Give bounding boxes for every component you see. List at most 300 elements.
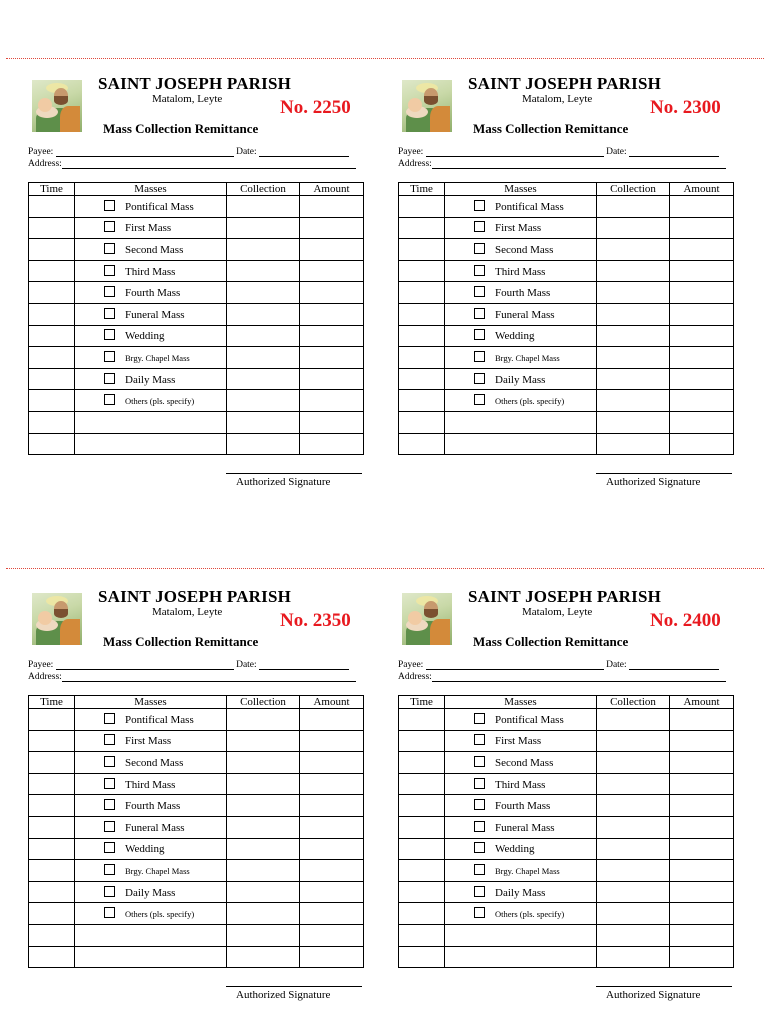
amount-cell[interactable] [300,924,364,946]
time-cell[interactable] [29,260,75,282]
time-cell[interactable] [29,816,75,838]
amount-cell[interactable] [300,795,364,817]
mass-cell [445,282,597,304]
collection-cell[interactable] [227,903,300,925]
collection-cell[interactable] [227,347,300,369]
cut-line-top [6,58,764,59]
time-cell[interactable] [399,411,445,433]
amount-cell[interactable] [670,260,734,282]
checkbox[interactable] [474,286,485,297]
mass-label: Others (pls. specify) [495,909,565,920]
time-cell[interactable] [399,325,445,347]
time-cell[interactable] [29,390,75,412]
amount-cell[interactable] [670,303,734,325]
collection-cell[interactable] [227,239,300,261]
mass-cell [445,347,597,369]
form-number: No. 2300 [650,97,721,118]
collection-cell[interactable] [597,838,670,860]
saint-joseph-image [32,80,82,132]
table-row [29,325,364,347]
date-field[interactable] [629,660,719,670]
time-cell[interactable] [29,730,75,752]
mass-cell [445,881,597,903]
form-title: Mass Collection Remittance [103,121,259,136]
checkbox[interactable] [104,886,115,897]
mass-label: Pontifical Mass [495,713,564,726]
amount-cell[interactable] [670,411,734,433]
time-cell[interactable] [399,838,445,860]
mass-label: Third Mass [125,265,176,278]
table-row [399,325,734,347]
time-cell[interactable] [399,860,445,882]
checkbox[interactable] [474,394,485,405]
time-cell[interactable] [29,282,75,304]
time-cell[interactable] [399,368,445,390]
table-header [29,696,364,709]
col-time: Time [29,183,75,196]
table-row [399,239,734,261]
address-field[interactable] [432,672,726,682]
checkbox[interactable] [474,265,485,276]
table-row [29,217,364,239]
amount-cell[interactable] [300,347,364,369]
mass-cell [75,860,227,882]
time-cell[interactable] [29,838,75,860]
address-line [398,159,726,169]
collection-cell[interactable] [227,752,300,774]
remittance-form [398,62,734,502]
checkbox[interactable] [474,756,485,767]
table-row [399,752,734,774]
col-time: Time [399,696,445,709]
table-row [399,816,734,838]
time-cell[interactable] [29,368,75,390]
time-cell[interactable] [29,795,75,817]
signature-label: Authorized Signature [606,989,701,1001]
table-row [29,303,364,325]
mass-label: Daily Mass [495,886,546,899]
checkbox[interactable] [474,243,485,254]
collection-cell[interactable] [227,217,300,239]
amount-cell[interactable] [670,773,734,795]
mass-cell[interactable] [445,924,597,946]
amount-cell[interactable] [670,860,734,882]
table-row [399,795,734,817]
collection-cell[interactable] [227,196,300,218]
time-cell[interactable] [399,282,445,304]
mass-label: First Mass [495,222,542,235]
collection-cell[interactable] [597,924,670,946]
time-cell[interactable] [399,730,445,752]
mass-label: Funeral Mass [495,821,555,834]
parish-name: SAINT JOSEPH PARISH [468,74,662,93]
mass-cell[interactable] [445,946,597,968]
amount-cell[interactable] [670,196,734,218]
collection-cell[interactable] [597,752,670,774]
checkbox[interactable] [474,864,485,875]
collection-cell[interactable] [227,709,300,731]
amount-cell[interactable] [670,282,734,304]
time-cell[interactable] [29,325,75,347]
payee-field[interactable] [56,660,234,670]
mass-cell [75,709,227,731]
time-cell[interactable] [399,390,445,412]
address-field[interactable] [432,159,726,169]
table-row [29,881,364,903]
table-header [399,183,734,196]
form-number: No. 2250 [280,97,351,118]
mass-cell[interactable] [75,411,227,433]
time-cell[interactable] [399,347,445,369]
col-time: Time [399,183,445,196]
amount-cell[interactable] [300,282,364,304]
mass-label: Pontifical Mass [495,200,564,213]
table-row [399,390,734,412]
table-row [399,946,734,968]
amount-cell[interactable] [300,903,364,925]
remittance-form [28,62,364,502]
collection-cell[interactable] [597,368,670,390]
collection-cell[interactable] [227,730,300,752]
table-row [399,773,734,795]
amount-cell[interactable] [670,709,734,731]
collection-cell[interactable] [597,795,670,817]
collection-cell[interactable] [227,946,300,968]
mass-cell [75,730,227,752]
mass-label: Others (pls. specify) [495,396,565,407]
payee-label: Payee: [398,660,424,670]
checkbox[interactable] [104,778,115,789]
amount-cell[interactable] [300,260,364,282]
checkbox[interactable] [474,713,485,724]
table-header [399,696,734,709]
mass-cell[interactable] [445,433,597,455]
checkbox[interactable] [104,907,115,918]
amount-cell[interactable] [670,325,734,347]
payee-line [28,660,349,670]
checkbox[interactable] [474,821,485,832]
checkbox[interactable] [474,886,485,897]
checkbox[interactable] [474,329,485,340]
mass-cell [445,390,597,412]
time-cell[interactable] [29,347,75,369]
amount-cell[interactable] [670,347,734,369]
col-amount: Amount [300,696,364,709]
collection-cell[interactable] [227,411,300,433]
time-cell[interactable] [29,239,75,261]
amount-cell[interactable] [670,903,734,925]
form-title: Mass Collection Remittance [103,634,259,649]
amount-cell[interactable] [300,709,364,731]
amount-cell[interactable] [670,390,734,412]
time-cell[interactable] [399,795,445,817]
mass-label: Daily Mass [125,373,176,386]
checkbox[interactable] [474,200,485,211]
table-row [29,773,364,795]
mass-table [28,182,364,455]
collection-cell[interactable] [597,946,670,968]
amount-cell[interactable] [300,239,364,261]
amount-cell[interactable] [300,881,364,903]
time-cell[interactable] [399,903,445,925]
col-collection: Collection [597,696,670,709]
time-cell[interactable] [29,881,75,903]
mass-label: Funeral Mass [495,308,555,321]
date-field[interactable] [259,147,349,157]
signature-line[interactable] [596,986,732,987]
collection-cell[interactable] [597,730,670,752]
collection-cell[interactable] [227,433,300,455]
table-row [399,838,734,860]
checkbox[interactable] [104,200,115,211]
mass-cell[interactable] [75,924,227,946]
collection-cell[interactable] [227,282,300,304]
collection-cell[interactable] [597,433,670,455]
mass-label: Second Mass [495,756,554,769]
table-row [29,838,364,860]
collection-cell[interactable] [597,239,670,261]
checkbox[interactable] [104,394,115,405]
date-field[interactable] [259,660,349,670]
time-cell[interactable] [399,217,445,239]
checkbox[interactable] [104,734,115,745]
mass-cell [75,795,227,817]
time-cell[interactable] [29,303,75,325]
time-cell[interactable] [399,816,445,838]
collection-cell[interactable] [597,325,670,347]
amount-cell[interactable] [300,390,364,412]
checkbox[interactable] [104,286,115,297]
collection-cell[interactable] [227,325,300,347]
collection-cell[interactable] [597,881,670,903]
time-cell[interactable] [29,946,75,968]
parish-location: Matalom, Leyte [152,606,223,618]
collection-cell[interactable] [227,881,300,903]
payee-line [28,147,349,157]
checkbox[interactable] [104,864,115,875]
mass-label: Third Mass [495,778,546,791]
payee-field[interactable] [426,660,604,670]
amount-cell[interactable] [300,217,364,239]
mass-cell [75,368,227,390]
amount-cell[interactable] [300,860,364,882]
amount-cell[interactable] [670,368,734,390]
time-cell[interactable] [29,752,75,774]
date-field[interactable] [629,147,719,157]
time-cell[interactable] [399,752,445,774]
mass-cell [75,217,227,239]
time-cell[interactable] [29,217,75,239]
mass-label: Third Mass [125,778,176,791]
mass-label: Funeral Mass [125,308,185,321]
col-masses: Masses [445,183,597,196]
address-field[interactable] [62,159,356,169]
amount-cell[interactable] [670,946,734,968]
col-amount: Amount [670,183,734,196]
amount-cell[interactable] [300,368,364,390]
checkbox[interactable] [104,713,115,724]
checkbox[interactable] [104,373,115,384]
checkbox[interactable] [104,821,115,832]
amount-cell[interactable] [670,795,734,817]
payee-field[interactable] [426,147,604,157]
signature-line[interactable] [226,473,362,474]
amount-cell[interactable] [670,816,734,838]
checkbox[interactable] [474,308,485,319]
checkbox[interactable] [474,373,485,384]
mass-cell[interactable] [445,411,597,433]
mass-cell [445,903,597,925]
time-cell[interactable] [399,239,445,261]
collection-cell[interactable] [227,816,300,838]
collection-cell[interactable] [597,347,670,369]
mass-label: Daily Mass [495,373,546,386]
time-cell[interactable] [29,433,75,455]
collection-cell[interactable] [597,196,670,218]
collection-cell[interactable] [227,773,300,795]
table-row [29,709,364,731]
time-cell[interactable] [399,433,445,455]
checkbox[interactable] [104,243,115,254]
mass-cell[interactable] [75,946,227,968]
checkbox[interactable] [104,756,115,767]
time-cell[interactable] [29,196,75,218]
amount-cell[interactable] [670,433,734,455]
amount-cell[interactable] [300,433,364,455]
amount-cell[interactable] [300,196,364,218]
mass-cell [445,325,597,347]
amount-cell[interactable] [300,325,364,347]
mass-label: Fourth Mass [125,287,181,300]
time-cell[interactable] [29,709,75,731]
remittance-form [398,575,734,1015]
amount-cell[interactable] [670,924,734,946]
amount-cell[interactable] [670,730,734,752]
time-cell[interactable] [399,709,445,731]
time-cell[interactable] [29,411,75,433]
collection-cell[interactable] [597,260,670,282]
col-masses: Masses [445,696,597,709]
amount-cell[interactable] [300,946,364,968]
mass-table [28,695,364,968]
address-field[interactable] [62,672,356,682]
mass-label: Second Mass [495,243,554,256]
collection-cell[interactable] [227,390,300,412]
checkbox[interactable] [474,907,485,918]
checkbox[interactable] [474,799,485,810]
collection-cell[interactable] [227,795,300,817]
checkbox[interactable] [104,351,115,362]
collection-cell[interactable] [597,411,670,433]
collection-cell[interactable] [227,303,300,325]
mass-cell [445,260,597,282]
table-row [29,260,364,282]
checkbox[interactable] [104,799,115,810]
checkbox[interactable] [474,734,485,745]
payee-field[interactable] [56,147,234,157]
collection-cell[interactable] [227,368,300,390]
amount-cell[interactable] [670,881,734,903]
time-cell[interactable] [399,303,445,325]
collection-cell[interactable] [597,303,670,325]
amount-cell[interactable] [670,838,734,860]
collection-cell[interactable] [597,709,670,731]
time-cell[interactable] [399,881,445,903]
collection-cell[interactable] [227,838,300,860]
amount-cell[interactable] [300,303,364,325]
collection-cell[interactable] [597,903,670,925]
checkbox[interactable] [104,308,115,319]
collection-cell[interactable] [227,924,300,946]
table-row [29,860,364,882]
signature-line[interactable] [226,986,362,987]
checkbox[interactable] [104,265,115,276]
checkbox[interactable] [474,221,485,232]
collection-cell[interactable] [597,390,670,412]
form-title: Mass Collection Remittance [473,634,629,649]
time-cell[interactable] [29,924,75,946]
mass-cell [75,838,227,860]
collection-cell[interactable] [597,860,670,882]
amount-cell[interactable] [300,838,364,860]
mass-cell [75,239,227,261]
time-cell[interactable] [399,773,445,795]
checkbox[interactable] [474,778,485,789]
amount-cell[interactable] [300,773,364,795]
time-cell[interactable] [29,903,75,925]
mass-label: Daily Mass [125,886,176,899]
signature-line[interactable] [596,473,732,474]
mass-cell [75,903,227,925]
amount-cell[interactable] [300,411,364,433]
checkbox[interactable] [104,329,115,340]
payee-line [398,660,719,670]
mass-cell [75,816,227,838]
time-cell[interactable] [399,924,445,946]
amount-cell[interactable] [670,752,734,774]
mass-label: Wedding [125,843,165,856]
amount-cell[interactable] [670,239,734,261]
time-cell[interactable] [399,196,445,218]
collection-cell[interactable] [597,816,670,838]
time-cell[interactable] [29,773,75,795]
table-row [29,730,364,752]
time-cell[interactable] [399,946,445,968]
checkbox[interactable] [474,842,485,853]
collection-cell[interactable] [597,773,670,795]
amount-cell[interactable] [300,730,364,752]
collection-cell[interactable] [227,860,300,882]
time-cell[interactable] [399,260,445,282]
amount-cell[interactable] [300,752,364,774]
checkbox[interactable] [104,842,115,853]
collection-cell[interactable] [227,260,300,282]
mass-cell [75,881,227,903]
col-amount: Amount [670,696,734,709]
remittance-form [28,575,364,1015]
checkbox[interactable] [104,221,115,232]
amount-cell[interactable] [300,816,364,838]
mass-cell [445,773,597,795]
checkbox[interactable] [474,351,485,362]
time-cell[interactable] [29,860,75,882]
amount-cell[interactable] [670,217,734,239]
col-time: Time [29,696,75,709]
collection-cell[interactable] [597,217,670,239]
mass-cell [75,282,227,304]
collection-cell[interactable] [597,282,670,304]
mass-cell[interactable] [75,433,227,455]
